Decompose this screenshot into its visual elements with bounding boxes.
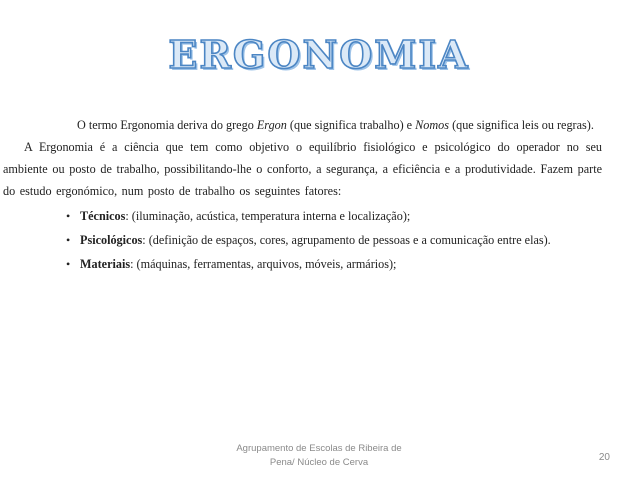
list-item bbox=[60, 205, 602, 227]
factor-term: Materiais bbox=[80, 257, 131, 271]
factor-description: : (definição de espaços, cores, agrupamento de pessoas e a comunicação entre elas). bbox=[142, 233, 551, 247]
factor-term: Técnicos bbox=[80, 209, 126, 223]
factor-description: : (iluminação, acústica, temperatura interna e localização); bbox=[125, 209, 411, 223]
list-item bbox=[60, 229, 602, 251]
term-nomos: Nomos bbox=[415, 118, 450, 132]
slide-footer bbox=[215, 442, 423, 470]
etymology-text-3: (que significa leis ou regras). bbox=[449, 118, 594, 132]
factors-list bbox=[60, 205, 602, 275]
etymology-text-1: O termo Ergonomia deriva do grego bbox=[77, 118, 257, 132]
footer-line-1: Agrupamento de Escolas de Ribeira de bbox=[236, 443, 402, 454]
etymology-text-2: (que significa trabalho) e bbox=[286, 118, 416, 132]
factor-description: : (máquinas, ferramentas, arquivos, móveis, armários); bbox=[130, 257, 397, 271]
bullet-icon: • bbox=[66, 233, 71, 247]
slide-title: ERGONOMIA bbox=[168, 32, 470, 77]
page-number: 20 bbox=[598, 452, 610, 463]
factor-term: Psicológicos bbox=[80, 233, 143, 247]
list-item bbox=[60, 253, 602, 275]
paragraph-etymology bbox=[60, 114, 602, 136]
bullet-icon: • bbox=[66, 209, 71, 223]
term-ergon: Ergon bbox=[256, 118, 287, 132]
footer-line-2: Pena/ Núcleo de Cerva bbox=[269, 457, 369, 468]
paragraph-definition: A Ergonomia é a ciência que tem como objetivo o equilíbrio fisiológico e psicológico do operador no seu ambiente ou posto de trabalho, possibilitando-lhe o conforto, a segurança, a eficiência e a produtividade. Fazem parte do estudo ergonómico, num posto de trabalho os seguintes fatores: bbox=[3, 140, 602, 198]
bullet-icon: • bbox=[66, 257, 71, 271]
slide-body bbox=[3, 114, 602, 277]
paragraph-definition-wrap bbox=[3, 136, 602, 202]
